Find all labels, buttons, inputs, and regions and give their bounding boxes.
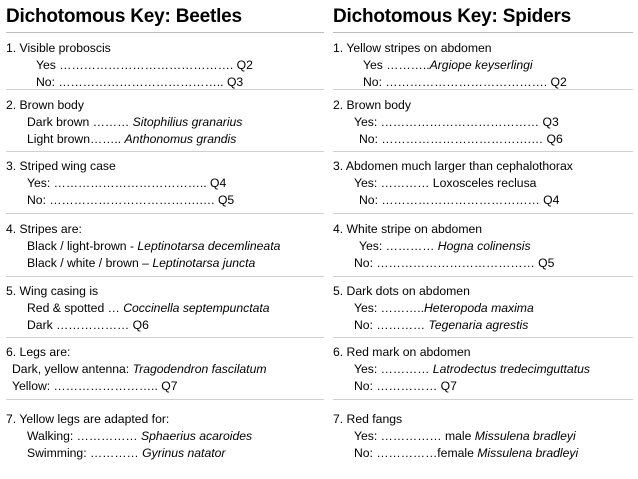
key-option: Yes: ……………………………….. Q4 [27, 176, 227, 190]
spiders-key-item [333, 411, 633, 462]
key-option [333, 238, 633, 255]
option-text: Black / light-brown - [27, 239, 138, 253]
key-option: No: …………… Q7 [354, 379, 457, 393]
item-divider [333, 151, 633, 152]
species-name: Leptinotarsa decemlineata [137, 239, 281, 253]
item-divider [6, 89, 324, 90]
spiders-key-item [333, 221, 633, 272]
beetles-key-item [6, 344, 324, 395]
key-question: 4. White stripe on abdomen [333, 222, 483, 236]
key-option [6, 255, 324, 272]
item-divider [6, 337, 324, 338]
option-text: Yes ……….. [363, 58, 430, 72]
beetles-key-item [6, 97, 324, 148]
species-name: Missulena bradleyi [474, 429, 576, 443]
key-option: Yes ……………………………………. Q2 [36, 58, 253, 72]
item-divider [6, 276, 324, 277]
species-name: Gyrinus natator [142, 446, 226, 460]
species-name: Heteropoda maxima [424, 301, 534, 315]
beetles-key-item [6, 283, 324, 334]
item-divider [6, 399, 324, 400]
key-option: Dark ……………… Q6 [27, 318, 149, 332]
key-question: 1. Visible proboscis [6, 41, 111, 55]
key-option: No: ………………………………….. Q3 [36, 75, 244, 89]
option-text: Yes: ………… [359, 239, 438, 253]
key-option [333, 57, 633, 74]
species-name: Leptinotarsa juncta [152, 256, 256, 270]
beetles-key-title: Dichotomous Key: Beetles [6, 6, 242, 27]
spiders-title-divider [333, 32, 633, 33]
beetles-key-item [6, 411, 324, 462]
species-name: Argiope keyserlingi [429, 58, 533, 72]
spiders-key-title: Dichotomous Key: Spiders [333, 6, 572, 27]
item-divider [6, 213, 324, 214]
key-question: 1. Yellow stripes on abdomen [333, 41, 492, 55]
option-text: Yes: ……….. [354, 301, 424, 315]
key-option: No: ………………………………… Q4 [359, 193, 560, 207]
key-option [6, 114, 324, 131]
key-option [6, 238, 324, 255]
beetles-key-item [6, 158, 324, 209]
key-option: Yes: ………………………………… Q3 [354, 115, 559, 129]
key-option: No: ……………………………….…. Q5 [27, 193, 235, 207]
key-question: 6. Legs are: [6, 345, 71, 359]
option-text: Yes: …………… male [354, 429, 475, 443]
key-option [333, 445, 633, 462]
option-text: Light brown…….. [27, 132, 125, 146]
item-divider [333, 89, 633, 90]
spiders-key-item [333, 283, 633, 334]
key-question: 3. Striped wing case [6, 159, 116, 173]
option-text: Yes: ………… [354, 362, 433, 376]
species-name: Sphaerius acaroides [141, 429, 253, 443]
option-text: Swimming: ………… [27, 446, 143, 460]
key-option [6, 131, 324, 148]
key-question: 2. Brown body [6, 98, 84, 112]
beetles-key-item [6, 221, 324, 272]
species-name: Tragodendron fascilatum [132, 362, 267, 376]
item-divider [333, 399, 633, 400]
option-text: Black / white / brown – [27, 256, 153, 270]
species-name: Anthonomus grandis [124, 132, 237, 146]
option-text: Walking: …………… [27, 429, 141, 443]
key-option: No: ………………………………… Q5 [354, 256, 555, 270]
key-question: 5. Dark dots on abdomen [333, 284, 470, 298]
key-option [6, 300, 324, 317]
option-text: Red & spotted … [27, 301, 124, 315]
item-divider [333, 337, 633, 338]
item-divider [333, 213, 633, 214]
option-text: Dark brown ……… [27, 115, 133, 129]
key-question: 7. Yellow legs are adapted for: [6, 412, 170, 426]
key-question: 3. Abdomen much larger than cephalothorax [333, 159, 573, 173]
key-question: 6. Red mark on abdomen [333, 345, 471, 359]
key-question: 2. Brown body [333, 98, 411, 112]
key-option [6, 428, 324, 445]
species-name: Latrodectus tredecimguttatus [432, 362, 590, 376]
spiders-key-item [333, 97, 633, 148]
key-option [6, 445, 324, 462]
spiders-key-item [333, 158, 633, 209]
option-text: No: ……………female [354, 446, 478, 460]
key-question: 5. Wing casing is [6, 284, 99, 298]
key-option [6, 361, 324, 378]
species-name: Sitophilius granarius [132, 115, 243, 129]
key-option: Yes: ………… Loxosceles reclusa [354, 176, 537, 190]
species-name: Tegenaria agrestis [428, 318, 529, 332]
key-option [333, 317, 633, 334]
key-option: No: …………………………………. Q2 [363, 75, 567, 89]
spiders-key-item [333, 344, 633, 395]
species-name: Coccinella septempunctata [123, 301, 270, 315]
beetles-key-item [6, 40, 324, 91]
species-name: Missulena bradleyi [477, 446, 579, 460]
beetles-title-divider [6, 32, 324, 33]
spiders-key-item [333, 40, 633, 91]
option-text: No: ………… [354, 318, 429, 332]
key-question: 4. Stripes are: [6, 222, 82, 236]
key-question: 7. Red fangs [333, 412, 403, 426]
key-option: Yellow: …………………….. Q7 [12, 379, 178, 393]
key-option [333, 300, 633, 317]
item-divider [6, 151, 324, 152]
option-text: Dark, yellow antenna: [12, 362, 133, 376]
key-option [333, 428, 633, 445]
item-divider [333, 276, 633, 277]
key-option [333, 361, 633, 378]
species-name: Hogna colinensis [437, 239, 531, 253]
key-option: No: ……………………………….… Q6 [359, 132, 563, 146]
